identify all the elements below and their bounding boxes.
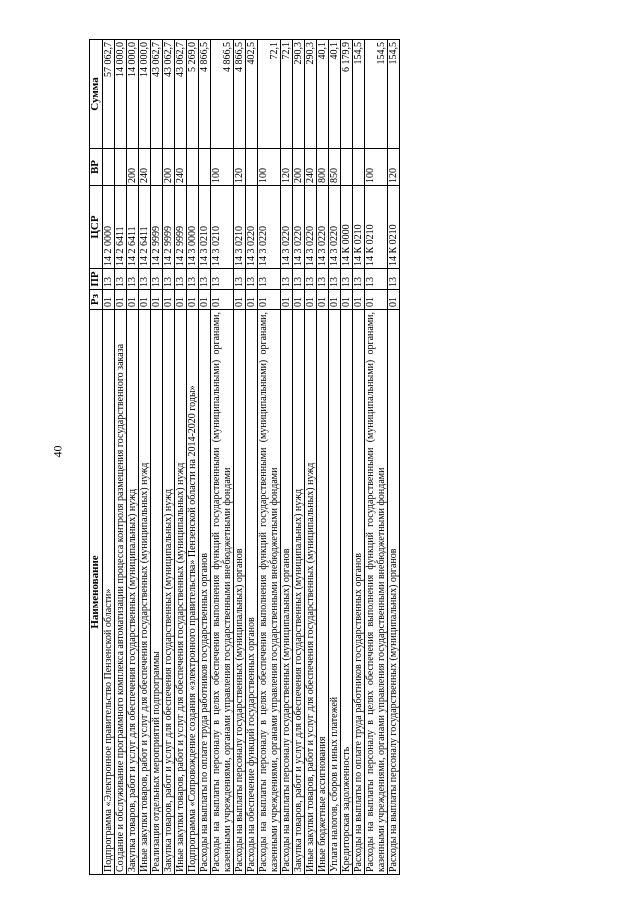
row-name: Расходы на выплаты персоналу в целях обеспечения выполнения функций государственными (муниципальными) органами, казенными учреждениями, органами управления государственными внебюджетными фондами — [365, 310, 388, 875]
row-rz: 01 — [329, 290, 341, 310]
row-sum: 72,1 — [281, 40, 293, 149]
row-name: Расходы на выплаты персоналу государственных (муниципальных) органов — [281, 310, 293, 875]
row-sum: 14 000,0 — [139, 40, 151, 149]
row-rz: 01 — [305, 290, 317, 310]
row-vr: 200 — [163, 149, 175, 186]
row-pr: 13 — [246, 269, 258, 290]
row-vr: 240 — [175, 149, 187, 186]
row-vr: 240 — [139, 149, 151, 186]
row-rz: 01 — [388, 290, 400, 310]
row-pr: 13 — [199, 269, 211, 290]
table-row — [281, 40, 293, 875]
table-row — [163, 40, 175, 875]
header-rz: Рз — [90, 290, 103, 310]
row-sum: 57 062,7 — [103, 40, 115, 149]
row-name: Иные закупки товаров, работ и услуг для обеспечения государственных (муниципальных) нужд — [175, 310, 187, 875]
row-name: Расходы на выплаты персоналу в целях обеспечения выполнения функций государственными (муниципальными) органами, казенными учреждениями, органами управления государственными внебюджетными фондами — [258, 310, 281, 875]
row-name: Иные бюджетные ассигнования — [317, 310, 329, 875]
row-csr: 14 3 0220 — [246, 186, 258, 269]
row-vr: 100 — [258, 149, 281, 186]
row-pr: 13 — [365, 269, 388, 290]
row-vr: 120 — [388, 149, 400, 186]
row-pr: 13 — [317, 269, 329, 290]
row-csr: 14 3 0210 — [234, 186, 246, 269]
row-vr: 120 — [234, 149, 246, 186]
row-pr: 13 — [353, 269, 365, 290]
row-vr: 100 — [211, 149, 234, 186]
row-pr: 13 — [163, 269, 175, 290]
row-sum: 4 866,5 — [211, 40, 234, 149]
row-name: Кредиторская задолженность — [341, 310, 353, 875]
budget-table — [89, 39, 400, 875]
table-row — [341, 40, 353, 875]
row-vr — [103, 149, 115, 186]
row-vr: 850 — [329, 149, 341, 186]
row-name: Иные закупки товаров, работ и услуг для обеспечения государственных (муниципальных) нужд — [305, 310, 317, 875]
row-csr: 14 3 0220 — [305, 186, 317, 269]
table-header-row — [90, 40, 103, 875]
row-name: Закупка товаров, работ и услуг для обеспечения государственных (муниципальных) нужд — [163, 310, 175, 875]
row-vr: 100 — [365, 149, 388, 186]
table-row — [293, 40, 305, 875]
table-row — [187, 40, 199, 875]
header-csr: ЦСР — [90, 186, 103, 269]
row-csr: 14 К 0210 — [388, 186, 400, 269]
row-name: Реализация отдельных мероприятий подпрограммы — [151, 310, 163, 875]
row-rz: 01 — [246, 290, 258, 310]
row-name: Расходы на выплаты по оплате труда работников государственных органов — [199, 310, 211, 875]
row-name: Расходы на выплаты персоналу в целях обеспечения выполнения функций государственными (муниципальными) органами, казенными учреждениями, органами управления государственными внебюджетными фондами — [211, 310, 234, 875]
row-pr: 13 — [258, 269, 281, 290]
table-row — [258, 40, 281, 875]
row-vr: 240 — [305, 149, 317, 186]
row-pr: 13 — [115, 269, 127, 290]
row-rz: 01 — [258, 290, 281, 310]
row-pr: 13 — [281, 269, 293, 290]
row-csr: 14 3 0210 — [199, 186, 211, 269]
table-row — [199, 40, 211, 875]
row-sum: 72,1 — [258, 40, 281, 149]
row-pr: 13 — [139, 269, 151, 290]
table-row — [388, 40, 400, 875]
rotated-table-container — [89, 40, 551, 875]
page-number: 40 — [50, 445, 65, 458]
table-row — [115, 40, 127, 875]
header-vr: ВР — [90, 149, 103, 186]
row-csr: 14 К 0210 — [365, 186, 388, 269]
table-row — [317, 40, 329, 875]
row-sum: 290,3 — [305, 40, 317, 149]
row-name: Иные закупки товаров, работ и услуг для обеспечения государственных (муниципальных) нужд — [139, 310, 151, 875]
row-rz: 01 — [199, 290, 211, 310]
table-row — [211, 40, 234, 875]
row-csr: 14 К 0210 — [353, 186, 365, 269]
row-sum: 154,5 — [388, 40, 400, 149]
row-csr: 14 К 0000 — [341, 186, 353, 269]
row-sum: 154,5 — [365, 40, 388, 149]
table-row — [139, 40, 151, 875]
row-vr — [187, 149, 199, 186]
row-vr — [199, 149, 211, 186]
row-csr: 14 2 9999 — [175, 186, 187, 269]
row-rz: 01 — [365, 290, 388, 310]
row-csr: 14 2 6411 — [127, 186, 139, 269]
row-sum: 4 866,5 — [199, 40, 211, 149]
table-row — [127, 40, 139, 875]
row-pr: 13 — [127, 269, 139, 290]
row-csr: 14 3 0220 — [329, 186, 341, 269]
row-sum: 40,1 — [317, 40, 329, 149]
row-name: Закупка товаров, работ и услуг для обеспечения государственных (муниципальных) нужд — [127, 310, 139, 875]
row-sum: 14 000,0 — [115, 40, 127, 149]
row-vr: 800 — [317, 149, 329, 186]
row-name: Создание и обслуживание программного комплекса автоматизации процесса контроля размещения государственного заказа — [115, 310, 127, 875]
header-name: Наименование — [90, 310, 103, 875]
table-row — [353, 40, 365, 875]
row-rz: 01 — [115, 290, 127, 310]
row-rz: 01 — [317, 290, 329, 310]
row-csr: 14 3 0210 — [211, 186, 234, 269]
row-vr — [353, 149, 365, 186]
row-rz: 01 — [175, 290, 187, 310]
row-name: Уплата налогов, сборов и иных платежей — [329, 310, 341, 875]
row-csr: 14 3 0000 — [187, 186, 199, 269]
row-name: Подпрограмма «Сопровождение создания «электронного правительства» Пензенской области на 2014-2020 годы» — [187, 310, 199, 875]
row-pr: 13 — [329, 269, 341, 290]
row-rz: 01 — [163, 290, 175, 310]
row-csr: 14 2 9999 — [163, 186, 175, 269]
row-csr: 14 3 0220 — [258, 186, 281, 269]
row-csr: 14 2 9999 — [151, 186, 163, 269]
row-sum: 290,3 — [293, 40, 305, 149]
row-csr: 14 3 0220 — [317, 186, 329, 269]
header-sum: Сумма — [90, 40, 103, 149]
table-row — [234, 40, 246, 875]
row-rz: 01 — [187, 290, 199, 310]
row-rz: 01 — [341, 290, 353, 310]
table-body — [103, 40, 400, 875]
table-row — [175, 40, 187, 875]
row-rz: 01 — [151, 290, 163, 310]
row-pr: 13 — [305, 269, 317, 290]
row-rz: 01 — [139, 290, 151, 310]
row-sum: 6 179,9 — [341, 40, 353, 149]
row-pr: 13 — [293, 269, 305, 290]
row-sum: 43 062,7 — [175, 40, 187, 149]
row-sum: 154,5 — [353, 40, 365, 149]
row-csr: 14 2 6411 — [139, 186, 151, 269]
row-pr: 13 — [103, 269, 115, 290]
row-rz: 01 — [103, 290, 115, 310]
row-csr: 14 3 0220 — [293, 186, 305, 269]
row-rz: 01 — [234, 290, 246, 310]
row-name: Расходы на выплаты персоналу государственных (муниципальных) органов — [234, 310, 246, 875]
table-row — [305, 40, 317, 875]
table-row — [151, 40, 163, 875]
row-name: Подпрограмма «Электронное правительство Пензенской области» — [103, 310, 115, 875]
row-name: Расходы на выплаты по оплате труда работников государственных органов — [353, 310, 365, 875]
table-row — [365, 40, 388, 875]
table-row — [329, 40, 341, 875]
row-vr — [151, 149, 163, 186]
row-vr: 200 — [127, 149, 139, 186]
row-vr — [341, 149, 353, 186]
row-pr: 13 — [187, 269, 199, 290]
row-sum: 14 000,0 — [127, 40, 139, 149]
table-row — [103, 40, 115, 875]
row-vr: 200 — [293, 149, 305, 186]
row-rz: 01 — [211, 290, 234, 310]
row-csr: 14 2 0000 — [103, 186, 115, 269]
row-pr: 13 — [388, 269, 400, 290]
row-pr: 13 — [341, 269, 353, 290]
row-vr — [115, 149, 127, 186]
row-pr: 13 — [211, 269, 234, 290]
row-rz: 01 — [293, 290, 305, 310]
row-rz: 01 — [127, 290, 139, 310]
row-name: Закупка товаров, работ и услуг для обеспечения государственных (муниципальных) нужд — [293, 310, 305, 875]
row-vr: 120 — [281, 149, 293, 186]
row-name: Расходы на выплаты персоналу государственных (муниципальных) органов — [388, 310, 400, 875]
row-rz: 01 — [281, 290, 293, 310]
row-rz: 01 — [353, 290, 365, 310]
row-sum: 5 269,0 — [187, 40, 199, 149]
header-pr: ПР — [90, 269, 103, 290]
row-pr: 13 — [175, 269, 187, 290]
row-pr: 13 — [234, 269, 246, 290]
row-sum: 43 062,7 — [163, 40, 175, 149]
row-sum: 40,1 — [329, 40, 341, 149]
table-row — [246, 40, 258, 875]
row-vr — [246, 149, 258, 186]
row-sum: 43 062,7 — [151, 40, 163, 149]
row-csr: 14 3 0220 — [281, 186, 293, 269]
row-pr: 13 — [151, 269, 163, 290]
row-name: Расходы на обеспечение функций государственных органов — [246, 310, 258, 875]
row-sum: 4 866,5 — [234, 40, 246, 149]
row-sum: 402,5 — [246, 40, 258, 149]
row-csr: 14 2 6411 — [115, 186, 127, 269]
